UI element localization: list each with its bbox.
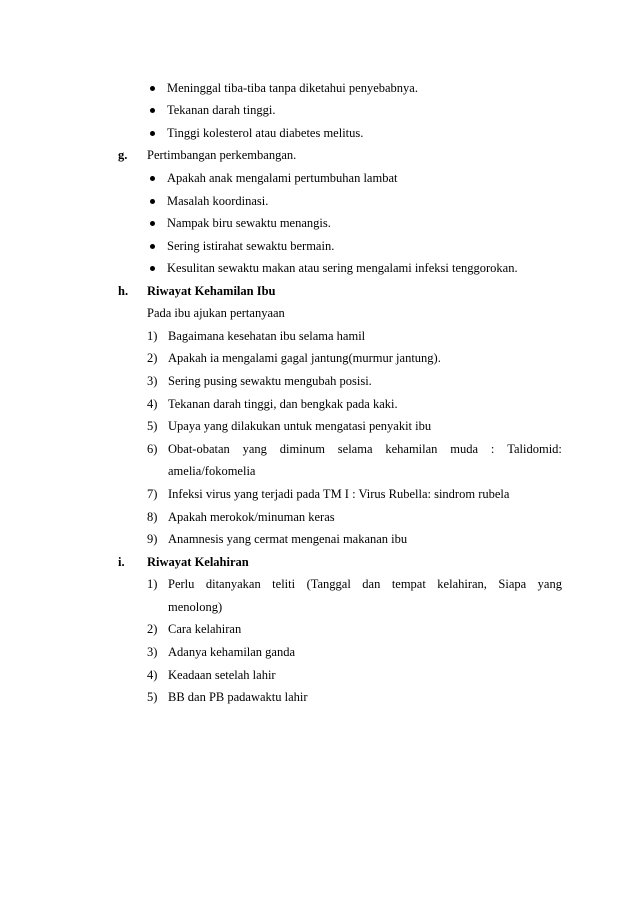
word: kelahiran, [437,577,487,591]
word: Talidomid: [507,442,562,456]
list-item-justified [168,577,562,591]
item-number: 3) [147,645,158,659]
bullet-icon [150,266,155,271]
word: yang [537,577,562,591]
list-item: Sering istirahat sewaktu bermain. [167,239,335,253]
list-item: Tinggi kolesterol atau diabetes melitus. [167,126,364,140]
item-number: 4) [147,397,158,411]
list-item: Tekanan darah tinggi. [167,103,276,117]
word: diminum [279,442,325,456]
section-marker: i. [118,555,125,569]
item-number: 1) [147,577,158,591]
item-number: 8) [147,510,158,524]
word: Siapa [498,577,527,591]
list-item-continuation: menolong) [168,600,223,614]
list-item: Keadaan setelah lahir [168,668,276,682]
word: muda [450,442,479,456]
item-number: 6) [147,442,158,456]
item-number: 7) [147,487,158,501]
word: tempat [391,577,426,591]
section-marker: h. [118,284,129,298]
word: selama [337,442,373,456]
item-number: 5) [147,690,158,704]
list-item: Bagaimana kesehatan ibu selama hamil [168,329,366,343]
bullet-icon [150,86,155,91]
word: (Tanggal [306,577,351,591]
section-intro: Pada ibu ajukan pertanyaan [147,306,285,320]
item-number: 4) [147,668,158,682]
list-item: Adanya kehamilan ganda [168,645,296,659]
item-number: 9) [147,532,158,546]
item-number: 5) [147,419,158,433]
list-item: Infeksi virus yang terjadi pada TM I : Virus Rubella: sindrom rubela [168,487,510,501]
list-item: Kesulitan sewaktu makan atau sering mengalami infeksi tenggorokan. [167,261,518,275]
section-marker: g. [118,148,128,162]
bullet-icon [150,199,155,204]
list-item: Tekanan darah tinggi, dan bengkak pada kaki. [168,397,398,411]
list-item: Apakah ia mengalami gagal jantung(murmur jantung). [168,351,441,365]
bullet-icon [150,176,155,181]
bullet-icon [150,244,155,249]
list-item: Apakah anak mengalami pertumbuhan lambat [167,171,398,185]
word: teliti [272,577,296,591]
item-number: 3) [147,374,158,388]
bullet-icon [150,108,155,113]
word: yang [242,442,267,456]
section-title: Pertimbangan perkembangan. [147,148,297,162]
list-item: Nampak biru sewaktu menangis. [167,216,331,230]
word: Perlu [168,577,195,591]
bullet-icon [150,131,155,136]
bullet-icon [150,221,155,226]
word: Obat-obatan [168,442,230,456]
list-item: Upaya yang dilakukan untuk mengatasi penyakit ibu [168,419,432,433]
item-number: 2) [147,622,158,636]
list-item: Apakah merokok/minuman keras [168,510,335,524]
word: ditanyakan [205,577,261,591]
item-number: 2) [147,351,158,365]
list-item: Anamnesis yang cermat mengenai makanan ibu [168,532,408,546]
item-number: 1) [147,329,158,343]
list-item: Meninggal tiba-tiba tanpa diketahui penyebabnya. [167,81,418,95]
word: dan [362,577,381,591]
word: : [490,442,495,456]
list-item: BB dan PB padawaktu lahir [168,690,308,704]
list-item-justified [168,442,562,456]
word: kehamilan [385,442,438,456]
list-item: Masalah koordinasi. [167,194,269,208]
list-item: Sering pusing sewaktu mengubah posisi. [168,374,372,388]
section-title: Riwayat Kelahiran [147,555,249,569]
list-item-continuation: amelia/fokomelia [168,464,256,478]
section-title: Riwayat Kehamilan Ibu [147,284,276,298]
list-item: Cara kelahiran [168,622,242,636]
